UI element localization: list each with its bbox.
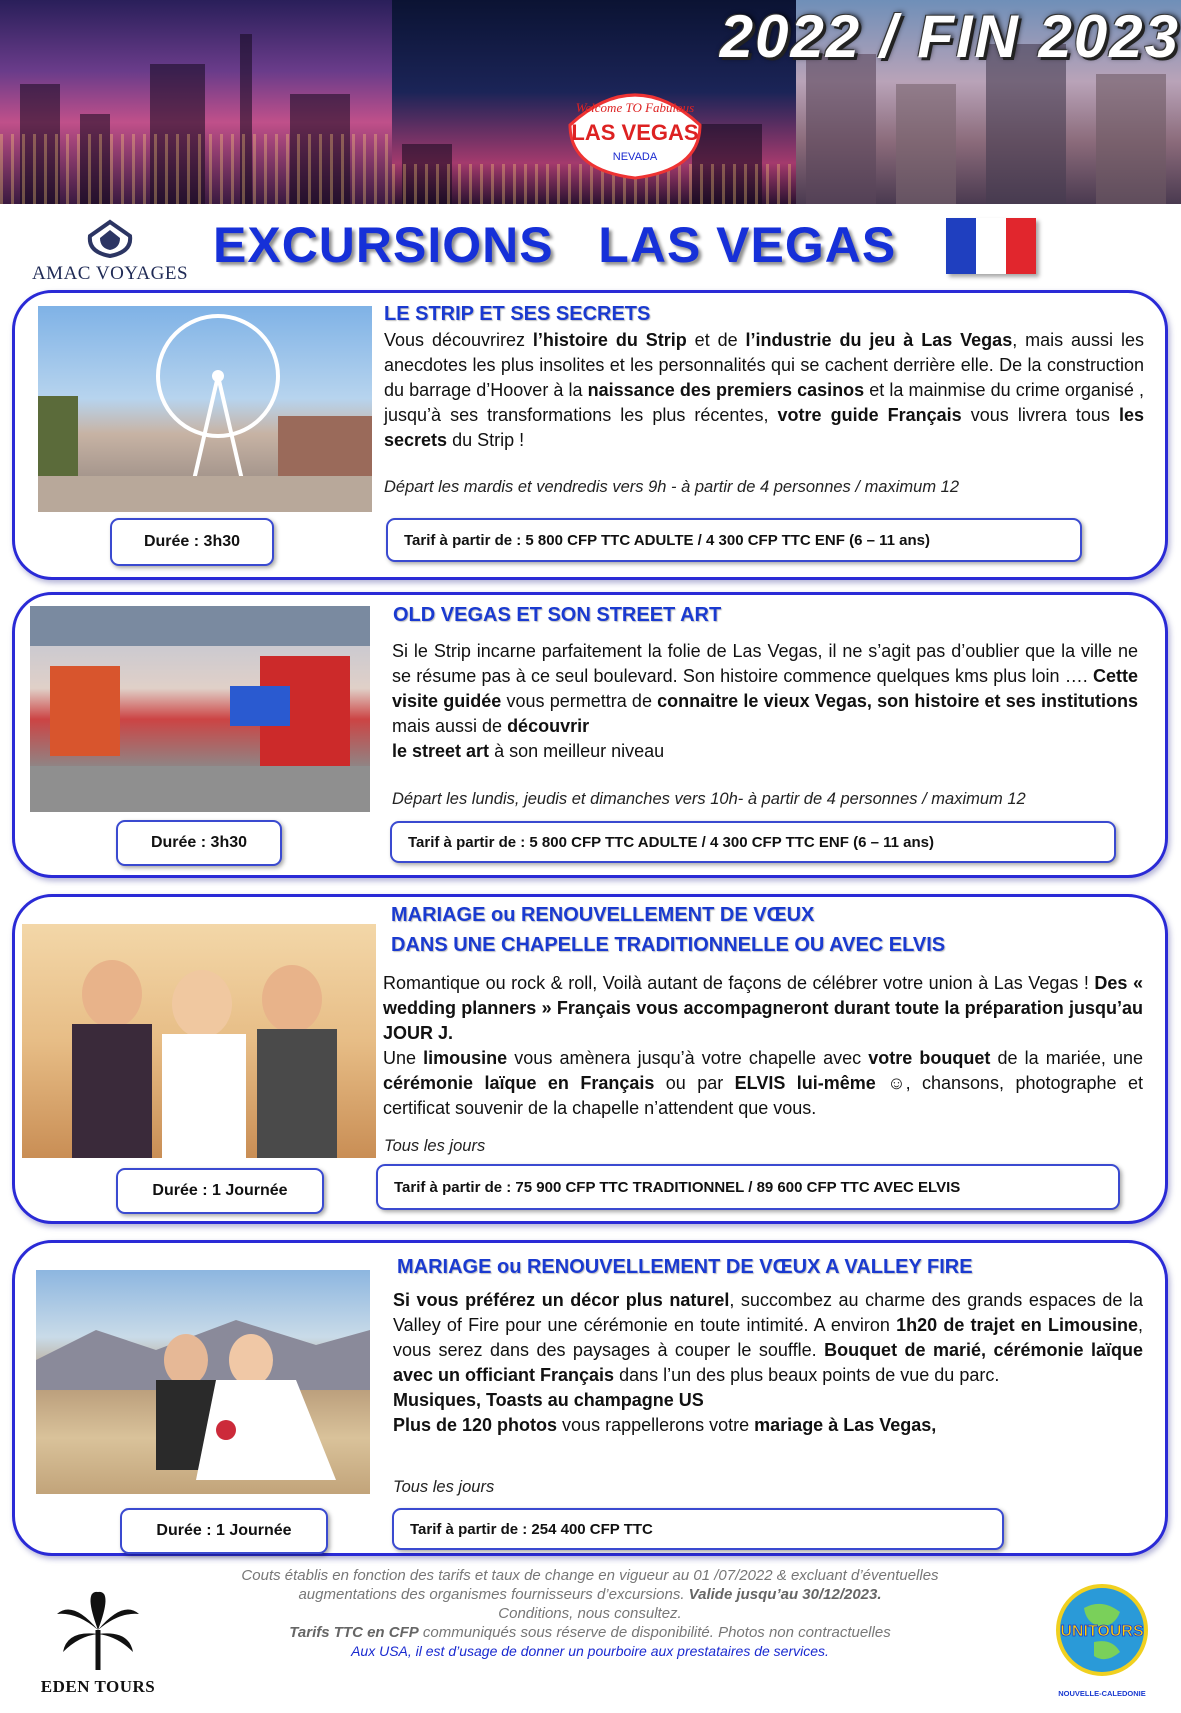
wedding-couple-elvis-icon [22, 924, 376, 1158]
text-run: connaitre le vieux Vegas, son histoire et ses institutions [657, 691, 1138, 711]
page-title: EXCURSIONS LAS VEGAS [213, 217, 897, 273]
text-run: Si le Strip incarne parfaitement la folie de Las Vegas, il ne s’agit pas d’oublier que la ville ne se résume pas à ce seul boulevard. Son histoire commence quelques kms plus loin …. [392, 641, 1138, 686]
eden-palm-icon [53, 1590, 143, 1672]
card-note-valley-fire: Tous les jours [393, 1478, 495, 1496]
sign-line3: NEVADA [612, 151, 658, 163]
footer-line-2a: augmentations des organismes fournisseurs d’excursions. [298, 1586, 689, 1603]
card-body-valley-fire [393, 1288, 1143, 1438]
eden-tours-logo [32, 1590, 164, 1702]
amac-voyages-logo [20, 218, 200, 282]
card-note-chapel-wedding: Tous les jours [384, 1137, 486, 1155]
french-flag-icon [946, 218, 1036, 274]
price-badge-valley-fire: Tarif à partir de : 254 400 CFP TTC [392, 1508, 1004, 1550]
photo-elvis-wedding [22, 924, 376, 1158]
text-run: ELVIS lui-même [734, 1073, 876, 1093]
footer-line-3: Conditions, nous consultez. [498, 1605, 682, 1622]
text-run: votre guide Français [777, 405, 962, 425]
text-run: 1h20 de trajet en Limousine [896, 1315, 1138, 1335]
unitours-text: UNITOURS [1060, 1623, 1144, 1640]
text-run: à son meilleur niveau [489, 741, 665, 761]
text-run: dans l’un des plus beaux points de vue du parc. [614, 1365, 1000, 1385]
text-run: l’industrie du jeu à Las Vegas [745, 330, 1013, 350]
text-run: le street art [392, 741, 490, 761]
text-run: Une [383, 1048, 424, 1068]
text-run: mariage à Las Vegas, [754, 1415, 937, 1435]
amac-logo-text: AMAC VOYAGES [31, 263, 189, 284]
card-note-strip: Départ les mardis et vendredis vers 9h - à partir de 4 personnes / maximum 12 [384, 478, 960, 496]
text-run: l’histoire du Strip [532, 330, 687, 350]
text-run: vous amènera jusqu’à votre chapelle avec [507, 1048, 869, 1068]
price-badge-strip: Tarif à partir de : 5 800 CFP TTC ADULTE / 4 300 CFP TTC ENF (6 – 11 ans) [386, 518, 1082, 562]
duration-badge-valley-fire: Durée : 1 Journée [120, 1508, 328, 1554]
banner-photo-strip-night [0, 0, 392, 204]
footer-line-4a: Tarifs TTC en CFP [289, 1624, 419, 1641]
text-run: du Strip ! [447, 430, 525, 450]
footer-line-2 [190, 1585, 990, 1604]
text-run: cérémonie laïque en Français [383, 1073, 655, 1093]
card-title-strip: LE STRIP ET SES SECRETS [384, 303, 651, 325]
flag-white-band [976, 218, 1006, 274]
price-badge-chapel-wedding: Tarif à partir de : 75 900 CFP TTC TRADITIONNEL / 89 600 CFP TTC AVEC ELVIS [376, 1164, 1120, 1210]
unitours-subtext: NOUVELLE-CALEDONIE [1058, 1689, 1146, 1698]
photo-strip-ferris-wheel [38, 306, 372, 512]
card-note-old-vegas: Départ les lundis, jeudis et dimanches vers 10h- à partir de 4 personnes / maximum 12 [392, 790, 1026, 808]
amac-emblem-icon [80, 218, 140, 258]
card-title-chapel-wedding: MARIAGE ou RENOUVELLEMENT DE VŒUX [391, 904, 815, 926]
text-run: limousine [423, 1048, 508, 1068]
text-run: Plus de 120 photos [393, 1415, 558, 1435]
photo-old-vegas-fremont [30, 606, 370, 812]
text-run: Musiques, Toasts au champagne US [393, 1390, 704, 1410]
card-title-valley-fire: MARIAGE ou RENOUVELLEMENT DE VŒUX A VALLEY FIRE [397, 1256, 973, 1278]
text-run: les secrets [384, 405, 1144, 450]
footer-validity: Valide jusqu’au 30/12/2023. [688, 1586, 882, 1603]
text-run: ☺, chansons, photographe et certificat souvenir de la chapelle n’attendent que vous. [383, 1073, 1143, 1118]
text-run: vous rappellerons votre [557, 1415, 755, 1435]
text-run: et de [686, 330, 746, 350]
flag-blue-band [946, 218, 976, 274]
text-run: naissance des premiers casinos [587, 380, 865, 400]
unitours-globe-icon [1054, 1578, 1150, 1702]
flag-red-band [1006, 218, 1036, 274]
sign-line1: Welcome TO Fabulous [575, 100, 695, 115]
text-run: ou par [654, 1073, 735, 1093]
vegas-sign-icon [560, 70, 710, 180]
text-run: votre bouquet [868, 1048, 991, 1068]
banner-title: 2022 / FIN 2023 [719, 3, 1180, 70]
duration-badge-chapel-wedding: Durée : 1 Journée [116, 1168, 324, 1214]
text-run: de la mariée, une [990, 1048, 1143, 1068]
text-run: Romantique ou rock & roll, Voilà autant de façons de célébrer votre union à Las Vegas ! [383, 973, 1095, 993]
footer-disclaimer [190, 1566, 990, 1661]
text-run: , succombez au charme des grands espaces de la Valley of Fire pour une cérémonie en toute intimité. A environ [393, 1290, 1143, 1335]
footer-line-4b: communiqués sous réserve de disponibilité. Photos non contractuelles [418, 1624, 891, 1641]
footer-line-1: Couts établis en fonction des tarifs et taux de change en vigueur au 01 /07/2022 & excluant d’éventuelles [241, 1567, 939, 1584]
duration-badge-strip: Durée : 3h30 [110, 518, 274, 566]
text-run: , vous serez dans des paysages à couper le souffle. [393, 1315, 1143, 1360]
text-run: vous livrera tous [961, 405, 1119, 425]
card-subtitle-chapel-wedding: DANS UNE CHAPELLE TRADITIONNELLE OU AVEC ELVIS [391, 934, 946, 956]
unitours-logo [1054, 1578, 1150, 1702]
sign-line2: LAS VEGAS [571, 120, 699, 145]
card-body-strip [384, 328, 1144, 453]
photo-valley-fire-wedding [36, 1270, 370, 1494]
text-run: Si vous préférez un décor plus naturel [393, 1290, 730, 1310]
card-body-chapel-wedding [383, 971, 1143, 1121]
eden-logo-text: EDEN TOURS [40, 1677, 156, 1696]
fremont-street-icon [30, 606, 370, 812]
text-run: Bouquet de marié, cérémonie laïque avec un officiant Français [393, 1340, 1144, 1385]
text-run: découvrir [507, 716, 590, 736]
desert-couple-icon [36, 1270, 370, 1494]
text-run: mais aussi de [392, 716, 508, 736]
card-body-old-vegas [392, 639, 1138, 764]
text-run: Vous découvrirez [384, 330, 533, 350]
price-badge-old-vegas: Tarif à partir de : 5 800 CFP TTC ADULTE / 4 300 CFP TTC ENF (6 – 11 ans) [390, 821, 1116, 863]
ferris-wheel-icon [38, 306, 372, 512]
duration-badge-old-vegas: Durée : 3h30 [116, 820, 282, 866]
header-banner [0, 0, 1181, 204]
text-run: vous permettra de [501, 691, 658, 711]
card-title-old-vegas: OLD VEGAS ET SON STREET ART [393, 604, 722, 626]
footer-tip-note: Aux USA, il est d’usage de donner un pourboire aux prestataires de services. [351, 1643, 829, 1659]
text-run: et la mainmise du crime organisé , jusqu’à ses transformations les plus récentes, [384, 380, 1144, 425]
footer-line-4 [190, 1623, 990, 1642]
text-run: , mais aussi les anecdotes les plus insolites et les personnalités qui se cachent derrière elle. De la construction du barrage d’Hoover à la [384, 330, 1144, 400]
text-run: Cette visite guidée [392, 666, 1138, 711]
text-run: Des « wedding planners » Français vous accompagneront durant toute la préparation jusqu’au JOUR J. [383, 973, 1143, 1043]
